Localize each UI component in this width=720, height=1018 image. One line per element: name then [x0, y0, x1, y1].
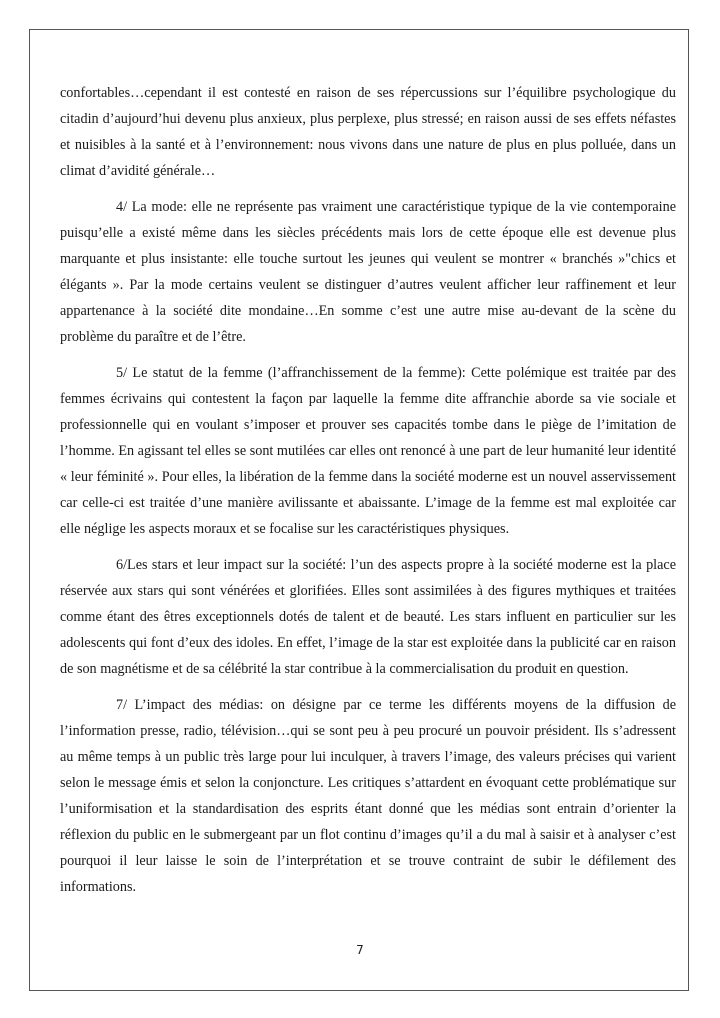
- document-body: [60, 80, 676, 910]
- paragraph-continuation: confortables…cependant il est contesté en raison de ses répercussions sur l’équilibre psychologique du citadin d’aujourd’hui devenu plus anxieux, plus perplexe, plus stressé; en raison aussi de ses effets néfastes et nuisibles à la santé et à l’environnement: nous vivons dans une nature de plus en plus polluée, dans un climat d’avidité générale…: [60, 85, 676, 179]
- paragraph-la-mode: 4/ La mode: elle ne représente pas vraiment une caractéristique typique de la vie contemporaine puisqu’elle a existé même dans les siècles précédents mais lors de cette époque elle est devenue plus marquante et plus insistante: elle touche surtout les jeunes qui veulent se montrer « branchés »"chics et élégants ». Par la mode certains veulent se distinguer d’autres veulent afficher leur raffinement et leur appartenance à la société dite mondaine…En somme c’est une autre mise au-devant de la scène du problème du paraître et de l’être.: [60, 199, 676, 345]
- paragraph-medias: 7/ L’impact des médias: on désigne par ce terme les différents moyens de la diffusion de l’information presse, radio, télévision…qui se sont peu à peu procuré un pouvoir président. Ils s’adressent au même temps à un public très large pour lui inculquer, à travers l’image, des valeurs précises qui varient selon le message émis et selon la conjoncture. Les critiques s’attardent en évoquant cette problématique sur l’uniformisation et la standardisation des esprits étant donné que les médias sont entrain d’orienter la réflexion du public en le submergeant par un flot continu d’images qu’il a du mal à saisir et à analyser c’est pourquoi il leur laisse le soin de l’interprétation et se trouve contraint de subir le défilement des informations.: [60, 697, 676, 895]
- paragraph-stars: 6/Les stars et leur impact sur la société: l’un des aspects propre à la société moderne est la place réservée aux stars qui sont vénérées et glorifiées. Elles sont assimilées à des figures mythiques et traitées comme étant des êtres exceptionnels dotés de talent et de beauté. Les stars influent en particulier sur les adolescents qui font d’eux des idoles. En effet, l’image de la star est exploitée dans la publicité car en raison de son magnétisme et de sa célébrité la star contribue à la commercialisation du produit en question.: [60, 557, 676, 677]
- paragraph-statut-femme: 5/ Le statut de la femme (l’affranchissement de la femme): Cette polémique est traitée par des femmes écrivains qui contestent la façon par laquelle la femme dite affranchie aborde sa vie sociale et professionnelle qui en voulant s’imposer et prouver ses capacités tombe dans le piège de l’imitation de l’homme. En agissant tel elles se sont mutilées car elles ont renoncé à une part de leur humanité leur identité « leur féminité ». Pour elles, la libération de la femme dans la société moderne est un nouvel asservissement car celle-ci est traitée d’une manière avilissante et abaissante. L’image de la femme est mal exploitée car elle néglige les aspects moraux et se focalise sur les caractéristiques physiques.: [60, 365, 676, 537]
- page-number: 7: [356, 943, 364, 957]
